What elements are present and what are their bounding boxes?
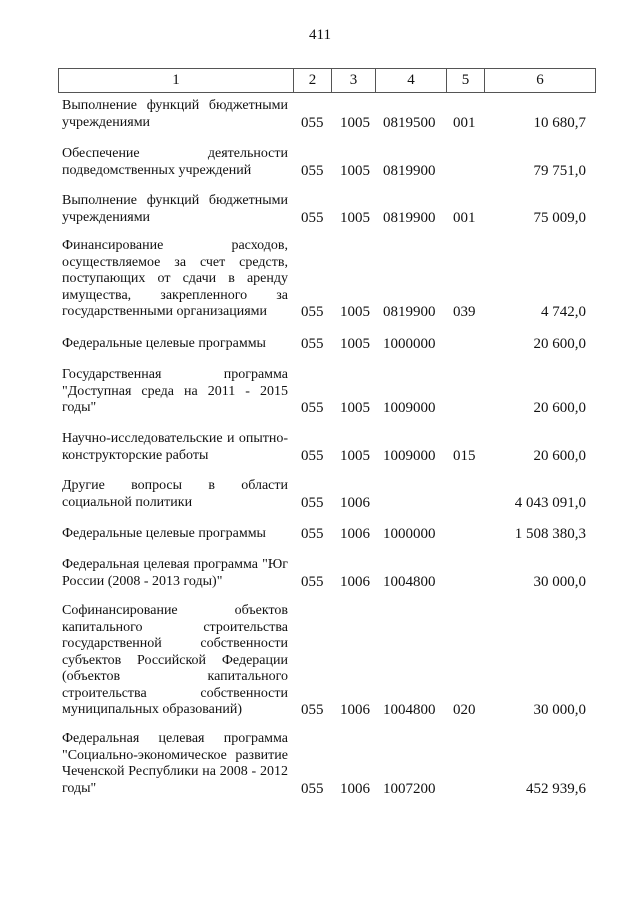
row-description: Выполнение функций бюджетными учреждениями — [62, 98, 288, 130]
header-col-2: 2 — [294, 69, 332, 92]
row-description: Федеральная целевая программа "Социально-экономическое развитие Чеченской Республики на 2008 - 2012 годы" — [62, 731, 288, 796]
row-description: Федеральные целевые программы — [62, 526, 266, 541]
cell-col-4: 1004800 — [383, 573, 436, 590]
row-description: Федеральная целевая программа "Юг России (2008 - 2013 годы)" — [62, 557, 288, 589]
table-row — [0, 478, 640, 511]
cell-col-3: 1006 — [340, 526, 370, 542]
cell-col-5: 001 — [453, 114, 476, 131]
cell-col-3: 1005 — [340, 209, 370, 226]
cell-col-2: 055 — [301, 336, 324, 352]
cell-col-3: 1005 — [340, 336, 370, 352]
cell-col-3: 1005 — [340, 114, 370, 131]
row-description: Другие вопросы в области социальной политики — [62, 478, 288, 510]
cell-col-6: 20 600,0 — [533, 447, 586, 464]
cell-col-5: 015 — [453, 447, 476, 464]
row-description: Государственная программа "Доступная среда на 2011 - 2015 годы" — [62, 367, 288, 415]
cell-col-4: 1009000 — [383, 400, 436, 416]
header-col-3: 3 — [332, 69, 376, 92]
cell-col-3: 1005 — [340, 400, 370, 416]
table-row — [0, 557, 640, 590]
table-row — [0, 431, 640, 464]
cell-col-4: 1000000 — [383, 336, 436, 352]
cell-col-2: 055 — [301, 209, 324, 226]
row-description: Обеспечение деятельности подведомственных учреждений — [62, 146, 288, 178]
cell-col-2: 055 — [301, 400, 324, 416]
cell-col-3: 1005 — [340, 162, 370, 179]
cell-col-6: 20 600,0 — [533, 336, 586, 352]
cell-col-2: 055 — [301, 304, 324, 320]
cell-col-5: 039 — [453, 304, 476, 320]
header-col-5: 5 — [447, 69, 485, 92]
cell-col-2: 055 — [301, 573, 324, 590]
table-row — [0, 98, 640, 131]
row-description: Выполнение функций бюджетными учреждениями — [62, 193, 288, 225]
table-row — [0, 526, 640, 543]
cell-col-6: 10 680,7 — [533, 114, 586, 131]
cell-col-3: 1006 — [340, 573, 370, 590]
table-row — [0, 193, 640, 226]
cell-col-3: 1006 — [340, 702, 370, 718]
table-row — [0, 731, 640, 797]
cell-col-2: 055 — [301, 702, 324, 718]
cell-col-4: 0819900 — [383, 162, 436, 179]
header-col-4: 4 — [376, 69, 447, 92]
cell-col-6: 452 939,6 — [526, 780, 586, 797]
cell-col-4: 0819900 — [383, 209, 436, 226]
cell-col-5: 001 — [453, 209, 476, 226]
table-header — [58, 68, 596, 93]
cell-col-6: 30 000,0 — [533, 573, 586, 590]
cell-col-4: 1009000 — [383, 447, 436, 464]
table-row — [0, 238, 640, 321]
cell-col-6: 4 742,0 — [541, 304, 586, 320]
table-row — [0, 367, 640, 417]
cell-col-5: 020 — [453, 702, 476, 718]
cell-col-2: 055 — [301, 494, 324, 511]
cell-col-3: 1006 — [340, 780, 370, 797]
cell-col-4: 0819900 — [383, 304, 436, 320]
cell-col-4: 1007200 — [383, 780, 436, 797]
cell-col-6: 79 751,0 — [533, 162, 586, 179]
cell-col-3: 1005 — [340, 447, 370, 464]
table-row — [0, 603, 640, 719]
cell-col-4: 1004800 — [383, 702, 436, 718]
table-row — [0, 336, 640, 353]
cell-col-2: 055 — [301, 526, 324, 542]
cell-col-3: 1005 — [340, 304, 370, 320]
cell-col-6: 30 000,0 — [533, 702, 586, 718]
cell-col-6: 75 009,0 — [533, 209, 586, 226]
cell-col-6: 20 600,0 — [533, 400, 586, 416]
cell-col-2: 055 — [301, 114, 324, 131]
row-description: Федеральные целевые программы — [62, 336, 266, 351]
cell-col-3: 1006 — [340, 494, 370, 511]
cell-col-6: 1 508 380,3 — [514, 526, 586, 542]
page-number: 411 — [309, 27, 331, 43]
table-row — [0, 146, 640, 179]
cell-col-2: 055 — [301, 780, 324, 797]
cell-col-4: 1000000 — [383, 526, 436, 542]
cell-col-6: 4 043 091,0 — [514, 494, 586, 511]
cell-col-4: 0819500 — [383, 114, 436, 131]
header-col-6: 6 — [536, 72, 544, 88]
header-col-1: 1 — [59, 69, 294, 92]
cell-col-2: 055 — [301, 447, 324, 464]
row-description: Софинансирование объектов капитального строительства государственной собственности субъектов Российской Федерации (объектов капитального строительства собственности муниципальных образований) — [62, 603, 288, 717]
row-description: Финансирование расходов, осуществляемое за счет средств, поступающих от сдачи в аренду имущества, закрепленного за государственными организациями — [62, 238, 288, 319]
cell-col-2: 055 — [301, 162, 324, 179]
row-description: Научно-исследовательские и опытно-конструкторские работы — [62, 431, 288, 463]
